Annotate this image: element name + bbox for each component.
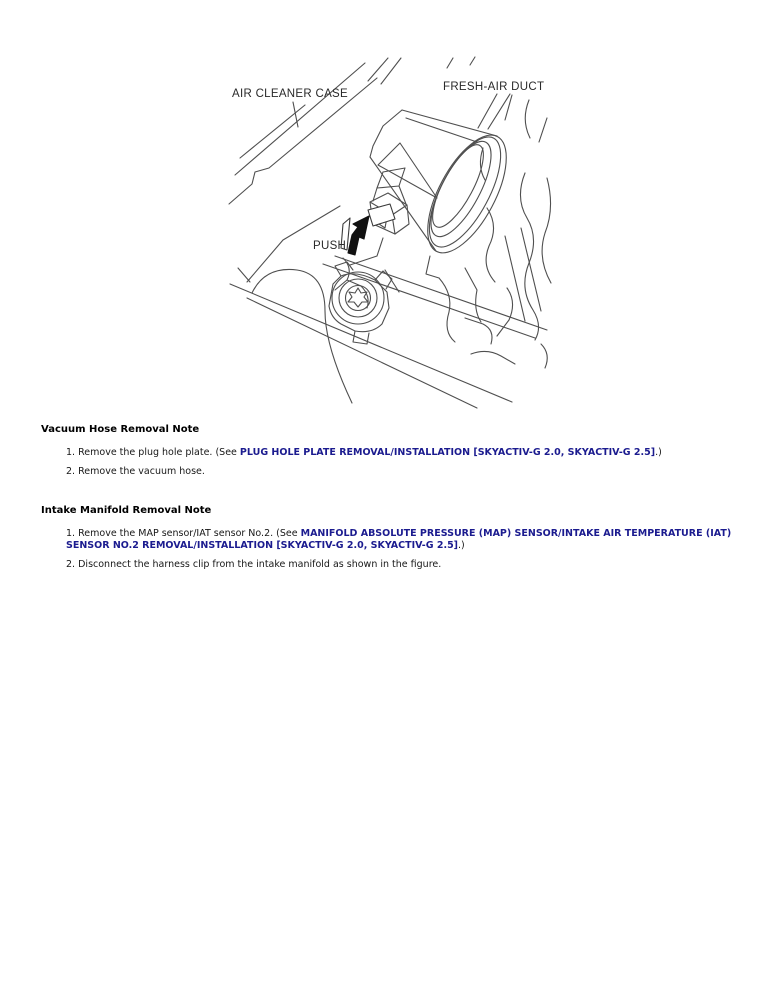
background-lines (542, 178, 551, 283)
duct-rim-outer (412, 123, 522, 264)
duct-foot (426, 256, 439, 278)
link-plug-hole-plate-removal[interactable]: PLUG HOLE PLATE REMOVAL/INSTALLATION [SKYACTIV-G 2.0, SKYACTIV-G 2.5] (239, 447, 656, 458)
step-item (66, 559, 766, 571)
duct-opening (423, 138, 493, 233)
leader-fresh-air-duct (478, 94, 497, 128)
step-number: 1. (66, 528, 76, 539)
step-item (66, 466, 766, 478)
fender-curve (252, 269, 352, 403)
background-lines (471, 351, 515, 364)
flow-direction-triangle (378, 143, 437, 198)
label-air-cleaner-case: AIR CLEANER CASE (232, 88, 348, 100)
step-text: Remove the vacuum hose. (78, 466, 205, 477)
duct-rim-mid (415, 127, 515, 257)
figure-air-cleaner-diagram (225, 56, 561, 410)
housing-tab (353, 331, 369, 344)
grommet-housing (329, 274, 389, 332)
tick-line (470, 57, 475, 65)
background-lines (505, 228, 541, 321)
leader-fresh-air-duct (488, 94, 510, 129)
background-lines (541, 344, 547, 368)
case-edge-line (235, 63, 365, 175)
duct-end-cap (370, 110, 402, 157)
step-item (66, 447, 766, 459)
case-end-line (238, 268, 250, 282)
tick-line (368, 58, 388, 81)
background-lines (505, 95, 547, 142)
step-number: 1. (66, 447, 76, 458)
air-cleaner-duct-illustration (225, 56, 561, 410)
step-text: Disconnect the harness clip from the intake manifold as shown in the figure. (78, 559, 442, 570)
link-map-iat-sensor-removal[interactable]: MANIFOLD ABSOLUTE PRESSURE (MAP) SENSOR/INTAKE AIR TEMPERATURE (IAT) SENSOR NO.2 REMOVAL/INSTALLATION [SKYACTIV-G 2.0, SKYACTIV-G 2.5] (66, 528, 732, 551)
duct-body-bottom (370, 157, 436, 251)
clip-plate (368, 204, 395, 226)
step-text: Remove the MAP sensor/IAT sensor No.2. (See (78, 528, 301, 539)
step-item (66, 528, 766, 552)
background-lines (486, 208, 495, 282)
tick-line (447, 58, 453, 68)
grommet-outer (332, 272, 384, 324)
push-arrow-icon (348, 216, 369, 255)
label-push: PUSH (313, 240, 347, 252)
step-text: Remove the plug hole plate. (See (78, 447, 240, 458)
step-text-suffix: .) (655, 447, 662, 458)
step-number: 2. (66, 466, 76, 477)
panel-edge-line (247, 298, 477, 408)
duct-body-top (402, 110, 497, 136)
label-fresh-air-duct: FRESH-AIR DUCT (443, 81, 545, 93)
housing-tab (375, 271, 392, 289)
section-heading: Intake Manifold Removal Note (41, 505, 212, 516)
section-vacuum-hose-removal (41, 424, 766, 478)
panel-edge-line (230, 284, 512, 402)
section-heading: Vacuum Hose Removal Note (41, 424, 200, 435)
step-number: 2. (66, 559, 76, 570)
step-text-suffix: .) (458, 540, 465, 551)
hose-curve (439, 278, 455, 342)
duct-rim-inner (419, 133, 502, 244)
section-intake-manifold-removal (41, 505, 766, 571)
instructions (41, 424, 766, 571)
duct-body-inner (406, 118, 477, 142)
